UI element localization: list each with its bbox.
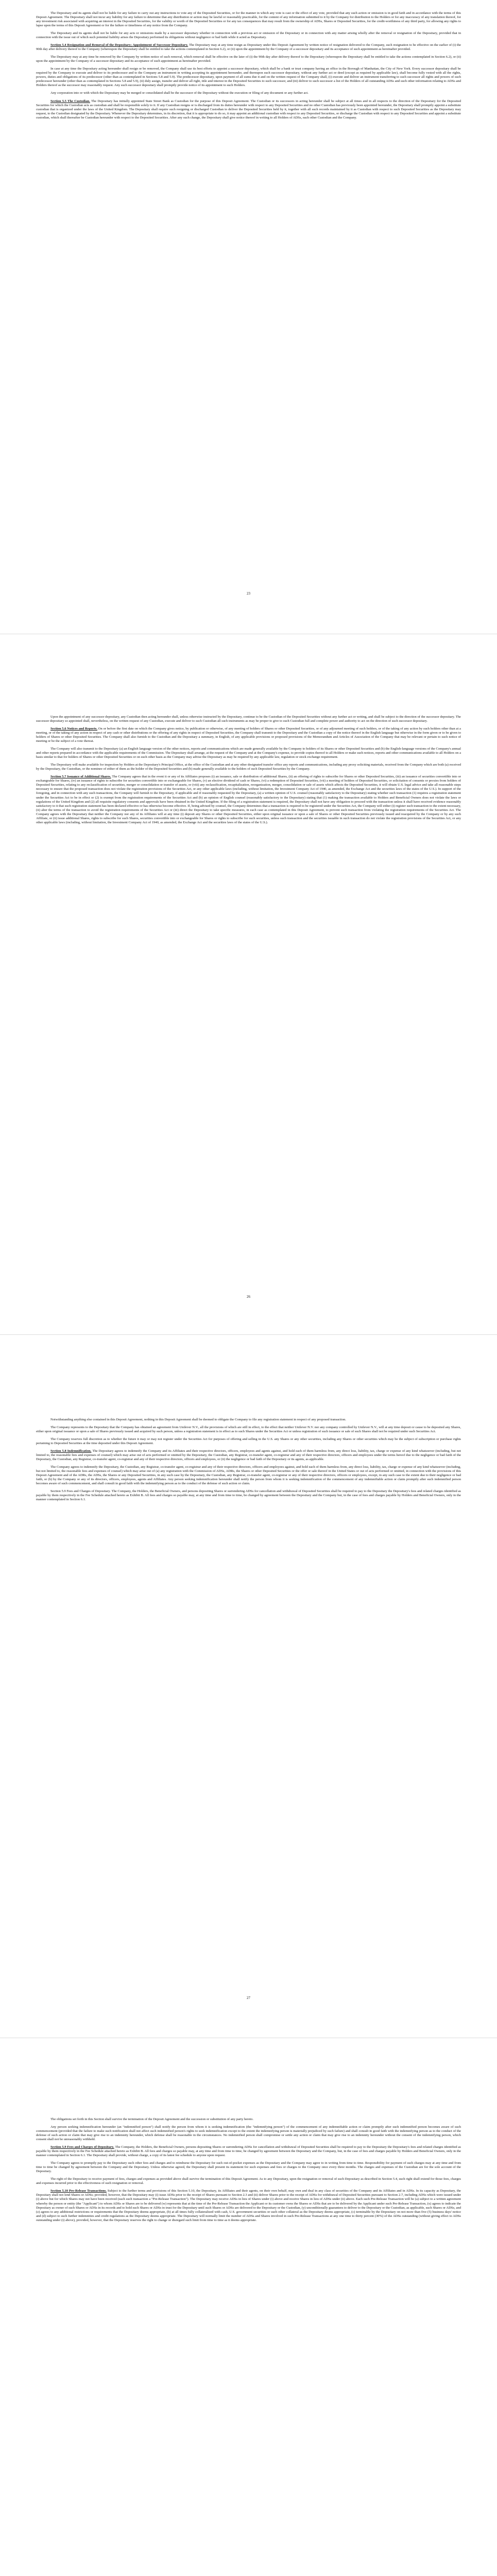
paragraph: The Depositary will make available for inspection by Holders at the Depositary's Principal Office, at the office of the Custodian and at any other designated transfer office any reports and communications, including any proxy soliciting materials, received from the Company which are both (a) received by the Depositary, the Custodian, or the nominee of either of them as the holder of the Deposited Securities and (b) made generally available to the holders of such Deposited Securities by the Company.	[36, 763, 461, 771]
paragraph: The Company represents to the Depositary that the Company has obtained an agreement from Unilever N.V., all the provisions of which are still in effect, to the effect that neither Unilever N.V. nor any company controlled by Unilever N.V., will at any time deposit or cause to be deposited any Shares, either upon original issuance or upon a sale of Shares previously issued and acquired by such person, unless a registration statement is in effect as to such Shares under the Securities Act or unless registration of such issuance or sale of such Shares shall not be required under such Securities Act.	[36, 1426, 461, 1434]
paragraph: The obligations set forth in this Section shall survive the termination of the Deposit Agreement and the succession or substitution of any party hereto.	[50, 2117, 254, 2121]
paragraph: Section 5.4 Resignation and Removal of the Depositary; Appointment of Successor Depositary. The Depositary may at any time resign as Depositary under this Deposit Agreement by written notice of resignation delivered to the Company, such resignation to be effective on the earlier of (i) the 90th day after delivery thereof to the Company (whereupon the Depositary shall be entitled to take the actions contemplated in Section 6.2), or (ii) upon the appointment by the Company of a successor depositary and its acceptance of such appointment as hereinafter provided.	[36, 43, 461, 52]
paragraph: Upon the appointment of any successor depositary, any Custodian then acting hereunder shall, unless otherwise instructed by the Depositary, continue to be the Custodian of the Deposited Securities without any further act or writing, and shall be subject to the direction of the successor depositary. The successor depositary so appointed shall, nevertheless, on the written request of any Custodian, execute and deliver to such Custodian all such instruments as may be proper to give to such Custodian full and complete power and authority to act on the direction of such successor depositary.	[36, 715, 461, 723]
paragraph: The right of the Depositary to receive payment of fees, charges and expenses as provided above shall survive the termination of this Deposit Agreement. As to any Depositary, upon the resignation or removal of such Depositary as described in Section 5.4, such right shall extend for those fees, charges and expenses incurred prior to the effectiveness of such resignation or removal.	[36, 2177, 461, 2185]
page-number: 26	[247, 1295, 250, 1299]
section-heading: Section 5.8 Indemnification.	[50, 1449, 92, 1453]
document-page-27	[0, 1418, 497, 1506]
paragraph: Section 5.10 Pre-Release Transactions. Subject to the further terms and provisions of this Section 5.10, the Depositary, its Affiliates and their agents, on their own behalf, may own and deal in any class of securities of the Company and its Affiliates and in ADSs. In its capacity as Depositary, the Depositary shall not lend Shares or ADSs; provided, however, that the Depositary may (i) issue ADSs prior to the receipt of Shares pursuant to Section 2.3 and (ii) deliver Shares prior to the receipt of ADSs for withdrawal of Deposited Securities pursuant to Section 2.7, including ADSs which were issued under (i) above but for which Shares may not have been received (each such transaction a "Pre-Release Transaction"). The Depositary may receive ADSs in lieu of Shares under (i) above and receive Shares in lieu of ADSs under (ii) above. Each such Pre-Release Transaction will be (a) subject to a written agreement whereby the person or entity (the "Applicant") to whom ADSs or Shares are to be delivered (w) represents that at the time of the Pre-Release Transaction the Applicant or its customer owns the Shares or ADSs that are to be delivered by the Applicant under such Pre-Release Transaction, (x) agrees to indicate the Depositary as owner of such Shares or ADSs in its records and to hold such Shares or ADSs in trust for the Depositary until such Shares or ADSs are delivered to the Depositary or the Custodian, (y) unconditionally guarantees to deliver to the Depositary or the Custodian, as applicable, such Shares or ADSs, and (z) agrees to any additional restrictions or requirements that the Depositary deems appropriate, (b) at all times fully collateralized with cash, U.S. government securities or such other collateral as the Depositary deems appropriate, (c) terminable by the Depositary on not more than five (5) business days' notice and (d) subject to such further indemnities and credit regulations as the Depositary deems appropriate. The Depositary will normally limit the number of ADSs and Shares involved in such Pre-Release Transactions at any one time to thirty percent (30%) of the ADSs outstanding (without giving effect to ADSs outstanding under (i) above), provided, however, that the Depositary reserves the right to change or disregard such limit from time to time as it deems appropriate.	[36, 2189, 461, 2222]
section-heading: Section 5.4 Resignation and Removal of the Depositary; Appointment of Successor Depositary.	[50, 43, 188, 47]
paragraph: The Company will also transmit to the Depositary (a) an English language version of the other notices, reports and communications which are made generally available by the Company to holders of its Shares or other Deposited Securities and (b) the English-language versions of the Company's annual and other reports prepared in accordance with the applicable requirements of the Commission. The Depositary shall arrange, at the request of the Company and at the Company's expense, to provide copies thereof to all Holders or make such notices, reports and other communications available to all Holders on a basis similar to that for holders of Shares or other Deposited Securities or on such other basis as the Company may advise the Depositary as may be required by any applicable law, regulation or stock exchange requirement.	[36, 747, 461, 759]
section-heading: Section 5.10 Pre-Release Transactions.	[50, 2189, 107, 2193]
paragraph: Any corporation into or with which the Depositary may be merged or consolidated shall be the successor of the Depositary without the execution or filing of any document or any further act.	[50, 91, 309, 95]
section-heading: Section 5.9 Fees and Charges of Depositary.	[50, 2145, 114, 2149]
paragraph: The Company agrees to indemnify the Depositary, the Custodian, any Registrar, co-transfer agent, co-registrar and any of their respective directors, officers and employees against, and hold each of them harmless from, any direct loss, liability, tax, charge or expense of any kind whatsoever (including, but not limited to, the reasonable fees and expenses of counsel) which may arise out of (a) any registration with the Commission of ADSs, ADRs, the Shares or other Deposited Securities or the offer or sale thereof in the United States or out of acts performed or omitted, in connection with the provisions of this Deposit Agreement and of the ADRs, the ADSs, the Shares or any Deposited Securities, in any such case by the Depositary, the Custodian, any Registrar, co-transfer agent, co-registrar or any of their respective directors, officers or employees, except, in any such case to the extent due to their negligence or bad faith, or (b) by the Company or any of its directors, officers, employees, agents and Affiliates. Any person seeking indemnification hereunder shall notify the person from whom it is seeking indemnification of the commencement of any indemnifiable action or claim promptly after such indemnified person becomes aware of such commencement, and shall consult in good faith with the indemnifying person as to the conduct of the defense of such action or claim.	[36, 1465, 461, 1486]
document-page-28	[0, 2117, 497, 2226]
document-page-26	[0, 715, 497, 828]
paragraph: Notwithstanding anything else contained in this Deposit Agreement, nothing in this Deposit Agreement shall be deemed to obligate the Company to file any registration statement in respect of any proposed transaction.	[50, 1418, 346, 1421]
paragraph: Section 5.9 Fees and Charges of Depositary. The Company, the Holders, the Beneficial Owners, persons depositing Shares or surrendering ADSs for cancellation and withdrawal of Deposited Securities shall be required to pay to the Depositary the Depositary's fees and related charges identified as payable by them respectively in the Fee Schedule attached hereto as Exhibit B. All fees and charges so payable may, at any time and from time to time, be changed by agreement between the Depositary and the Company, but, in the case of fees and charges payable by Holders and Beneficial Owners, only in the manner contemplated in Section 6.1. The Depositary shall provide, without charge, a copy of its latest fee schedule to anyone upon request.	[36, 2145, 461, 2158]
page-divider	[0, 1334, 497, 1335]
paragraph: Any person seeking indemnification hereunder (an "indemnified person") shall notify the person from whom it is seeking indemnification (the "indemnifying person") of the commencement of any indemnifiable action or claim promptly after such indemnified person becomes aware of such commencement (provided that the failure to make such notification shall not affect such indemnified person's rights to seek indemnification except to the extent the indemnifying person is materially prejudiced by such failure) and shall consult in good faith with the indemnifying person as to the conduct of the defense of such action or claim that may give rise to an indemnity hereunder, which defense shall be reasonable in the circumstances. No indemnified person shall compromise or settle any action or claim that may give rise to an indemnity hereunder without the consent of the indemnifying person, which consent shall not be unreasonably withheld.	[36, 2125, 461, 2142]
section-heading: Section 5.5 The Custodian.	[50, 99, 90, 103]
paragraph: The Depositary and its agents shall not be liable for any acts or omissions made by a successor depositary whether in connection with a previous act or omission of the Depositary or in connection with any matter arising wholly after the removal or resignation of the Depositary, provided that in connection with the issue out of which such potential liability arises the Depositary performed its obligations without negligence or bad faith while it acted as Depositary.	[36, 31, 461, 40]
paragraph: Section 5.8 Indemnification. The Depositary agrees to indemnify the Company and its Affiliates and their respective directors, officers, employees and agents against, and hold each of them harmless from, any direct loss, liability, tax, charge or expense of any kind whatsoever (including, but not limited to, the reasonable fees and expenses of counsel) which may arise out of acts performed or omitted by the Depositary, the Custodian, any Registrar, co-transfer agent, co-registrar and any of their respective directors, officers and employees under the terms hereof due to the negligence or bad faith of the Depositary, the Custodian, any Registrar, co-transfer agent, co-registrar and any of their respective directors, officers and employees, or (ii) the negligence or bad faith of the Depositary or its agents, as applicable.	[36, 1449, 461, 1462]
document-page-23	[0, 11, 497, 124]
page-number: 23	[247, 591, 250, 596]
paragraph: Section 5.7 Issuance of Additional Shares. The Company agrees that in the event it or any of its Affiliates proposes (i) an issuance, sale or distribution of additional Shares, (ii) an offering of rights to subscribe for Shares or other Deposited Securities, (iii) an issuance of securities convertible into or exchangeable for Shares, (iv) an issuance of rights to subscribe for securities convertible into or exchangeable for Shares, (v) an elective dividend of cash or Shares, (vi) a redemption of Deposited Securities, (vii) a meeting of holders of Deposited Securities, or solicitation of consents or proxies from holders of Deposited Securities, relating to any reclassification of securities, merger or consolidation or transfer of assets, or (viii) any reclassification, recapitalization, reorganization, merger, consolidation or sale of assets which affects the Deposited Securities, it will obtain U.S. legal advice and take all reasonable steps necessary to ensure that the proposed transaction does not violate the registration provisions of the Securities Act, or any other applicable laws (including, without limitation, the Investment Company Act of 1940, as amended, the Exchange Act and the securities laws of the states of the U.S.). In support of the foregoing, and in connection with any such transactions, the Company will furnish to the Depositary, if applicable and if reasonably requested by the Depositary, (a) a written opinion of U.S. counsel (reasonably satisfactory to the Depositary) stating whether such transaction (1) requires a registration statement under the Securities Act to be in effect or (2) is exempt from the registration requirements of the Securities Act and (b) an opinion of English counsel (reasonably satisfactory to the Depositary) stating that (1) making the transaction available to Holders and Beneficial Owners does not violate the laws or regulations of the United Kingdom and (2) all requisite regulatory consents and approvals have been obtained in the United Kingdom. If the filing of a registration statement is required, the Depositary shall not have any obligation to proceed with the transaction unless it shall have received evidence reasonably satisfactory to it that such registration statement has been declared effective or has otherwise become effective. If, being advised by counsel, the Company determines that a transaction is required to be registered under the Securities Act, the Company will either (i) register such transaction to the extent necessary, (ii) alter the terms of the transaction to avoid the registration requirements of the Securities Act or (iii) direct the Depositary to take specific measures, in each case as contemplated in this Deposit Agreement, to prevent such transaction from violating the registration requirements of the Securities Act. The Company agrees with the Depositary that neither the Company nor any of its Affiliates will at any time (i) deposit any Shares or other Deposited Securities, either upon original issuance or upon a sale of Shares or other Deposited Securities previously issued and reacquired by the Company or by any such Affiliate, or (ii) issue additional Shares, rights to subscribe for such Shares, securities convertible into or exchangeable for Shares or rights to subscribe for such securities, unless such transaction and the securities issuable in such transaction do not violate the registration provisions of the Securities Act, or any other applicable laws (including, without limitation, the Investment Company Act of 1940, as amended, the Exchange Act and the securities laws of the states of the U.S.).	[36, 775, 461, 824]
page-number: 27	[247, 1996, 250, 2000]
paragraph: The Depositary may at any time be removed by the Company by written notice of such removal, which removal shall be effective on the later of (i) the 90th day after delivery thereof to the Depositary (whereupon the Depositary shall be entitled to take the actions contemplated in Section 6.2), or (ii) upon the appointment by the Company of a successor depositary and its acceptance of such appointment as hereinafter provided.	[36, 55, 461, 63]
paragraph: The Company agrees to promptly pay to the Depositary such other fees and charges and to reimburse the Depositary for such out-of-pocket expenses as the Depositary and the Company may agree to in writing from time to time. Responsibility for payment of such charges may at any time and from time to time be changed by agreement between the Company and the Depositary. Unless otherwise agreed, the Depositary shall present its statement for such expenses and fees or charges to the Company once every three months. The charges and expenses of the Custodian are for the sole account of the Depositary.	[36, 2161, 461, 2174]
paragraph: Section 5.9 Fees and Charges of Depositary. The Company, the Holders, the Beneficial Owners, and persons depositing Shares or surrendering ADSs for cancellation and withdrawal of Deposited Securities shall be required to pay to the Depositary the Depositary's fees and related charges identified as payable by them respectively in the Fee Schedule attached hereto as Exhibit B. All fees and charges so payable may, at any time and from time to time, be changed by agreement between the Depositary and the Company but, in the case of fees and charges payable by Holders and Beneficial Owners, only in the manner contemplated in Section 6.1.	[36, 1489, 461, 1502]
section-heading: Section 5.6 Notices and Reports.	[50, 727, 97, 731]
section-heading: Section 5.7 Issuance of Additional Shares.	[50, 775, 111, 779]
paragraph: The Company reserves full discretion as to whether the future it may or may not register under the Securities Act for purposes of offering and selling in the U.S. any Shares or any other securities, including any Shares or other securities which may be the subject of subscription or purchase rights pertaining to Deposited Securities at the time deposited under this Deposit Agreement.	[36, 1437, 461, 1446]
paragraph: The Depositary and its agents shall not be liable for any failure to carry out any instructions to vote any of the Deposited Securities, or for the manner in which any vote is cast or the effect of any vote, provided that any such action or omission is in good faith and in accordance with the terms of this Deposit Agreement. The Depositary shall not incur any liability for any failure to determine that any distribution or action may be lawful or reasonably practicable, for the content of any information submitted to it by the Company for distribution to the Holders or for any inaccuracy of any translation thereof, for any investment risk associated with acquiring an interest in the Deposited Securities, for the validity or worth of the Deposited Securities or for any tax consequences that may result from the ownership of ADSs, Shares or Deposited Securities, for the credit-worthiness of any third party, for allowing any rights to lapse upon the terms of this Deposit Agreement or for the failure or timeliness of any notice from the Company.	[36, 11, 461, 28]
paragraph: Section 5.5 The Custodian. The Depositary has initially appointed State Street Bank as Custodian for the purpose of this Deposit Agreement. The Custodian or its successors in acting hereunder shall be subject at all times and in all respects to the direction of the Depositary for the Deposited Securities for which the Custodian acts as custodian and shall be responsible solely to it. If any Custodian resigns or is discharged from its duties hereunder with respect to any Deposited Securities and no other Custodian has previously been appointed hereunder, the Depositary shall promptly appoint a substitute custodian that is organized under the laws of the United Kingdom. The Depositary shall require such resigning or discharged Custodian to deliver the Deposited Securities held by it, together with all such records maintained by it as Custodian with respect to such Deposited Securities as the Depositary may request, to the Custodian designated by the Depositary. Whenever the Depositary determines, in its discretion, that it is appropriate to do so, it may appoint an additional custodian with respect to any Deposited Securities, or discharge the Custodian with respect to any Deposited Securities and appoint a substitute custodian, which shall thereafter be Custodian hereunder with respect to the Deposited Securities. After any such change, the Depositary shall give notice thereof in writing to all Holders of ADSs, each other Custodian and the Company.	[36, 99, 461, 120]
paragraph: In case at any time the Depositary acting hereunder shall resign or be removed, the Company shall use its best efforts to appoint a successor depositary, which shall be a bank or trust company having an office in the Borough of Manhattan, the City of New York. Every successor depositary shall be required by the Company to execute and deliver to its predecessor and to the Company an instrument in writing accepting its appointment hereunder, and thereupon such successor depositary, without any further act or deed (except as required by applicable law), shall become fully vested with all the rights, powers, duties and obligations of its predecessor (other than as contemplated in Sections 5.8 and 5.9). The predecessor depositary, upon payment of all sums due it and on the written request of the Company shall, (i) execute and deliver an instrument transferring to such successor all rights and powers of such predecessor hereunder (other than as contemplated in Sections 5.8 and 5.9), (ii) duly assign, transfer and deliver all right, title and interest in the Deposited Securities to such successor, and (iii) deliver to such successor a list of the Holders of all outstanding ADSs and such other information relating to ADSs and Holders thereof as the successor may reasonably request. Any such successor depositary shall promptly provide notice of its appointment to such Holders.	[36, 67, 461, 88]
paragraph: Section 5.6 Notices and Reports. On or before the first date on which the Company gives notice, by publication or otherwise, of any meeting of holders of Shares or other Deposited Securities, or of any adjourned meeting of such holders, or of the taking of any action by such holders other than at a meeting, or of the taking of any action in respect of any cash or other distributions or the offering of any rights in respect of Deposited Securities, the Company shall transmit to the Depositary and the Custodian a copy of the notice thereof in the English language but otherwise in the form given or to be given to holders of Shares or other Deposited Securities. The Company shall also furnish to the Custodian and the Depositary a summary, in English, of any applicable provisions or proposed provisions of the Memorandum and Articles of Association of the Company that may be relevant or pertain to such notice of meeting or be the subject of a vote thereat.	[36, 727, 461, 743]
